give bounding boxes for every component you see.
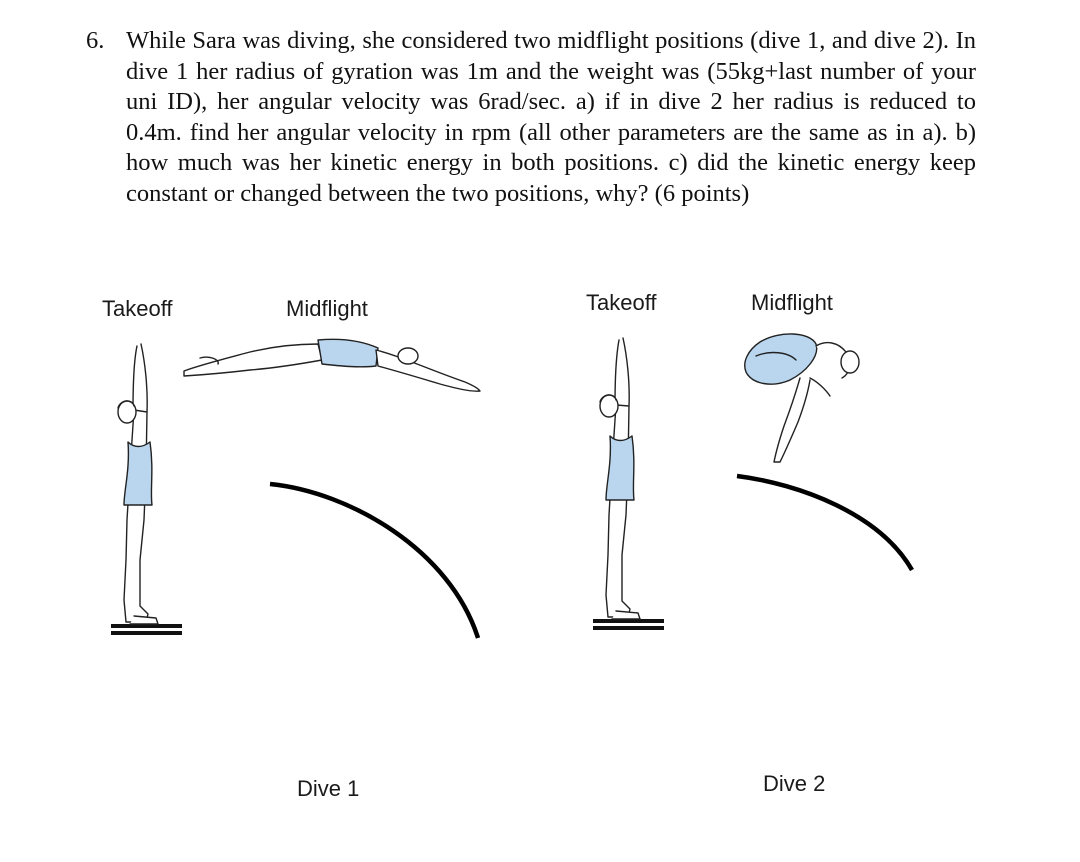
dive1-springboard <box>111 624 182 635</box>
dive2-illustration <box>593 334 912 630</box>
dive1-takeoff-label: Takeoff <box>102 296 173 321</box>
dive1-caption: Dive 1 <box>297 776 360 801</box>
question-number: 6. <box>86 27 105 54</box>
dive2-takeoff-label: Takeoff <box>586 290 657 315</box>
dive1-midflight-label: Midflight <box>286 296 368 321</box>
dive2-midflight-label: Midflight <box>751 290 833 315</box>
dive2-midflight-diver <box>745 334 859 462</box>
question-text: While Sara was diving, she considered two midflight positions (dive 1, and dive 2). In dive 1 her radius of gyration was 1m and the weight was (55kg+last number of your uni ID), her angular velocity was 6rad/sec. a) if in dive 2 her radius is reduced to 0.4m. find her angular velocity in rpm (all other parameters are the same as in a). b) how much was her kinetic energy in both positions. c) did the kinetic energy keep constant or changed between the two positions, why? (6 points) <box>126 27 976 207</box>
dive2-springboard <box>593 619 664 630</box>
dive1-takeoff-diver <box>118 344 158 624</box>
dive1-trajectory <box>270 484 478 638</box>
dive1-illustration <box>111 339 480 638</box>
dive2-trajectory <box>737 476 912 570</box>
dive2-takeoff-diver <box>600 338 640 619</box>
dive1-midflight-diver <box>184 339 480 391</box>
dive2-caption: Dive 2 <box>763 771 826 796</box>
